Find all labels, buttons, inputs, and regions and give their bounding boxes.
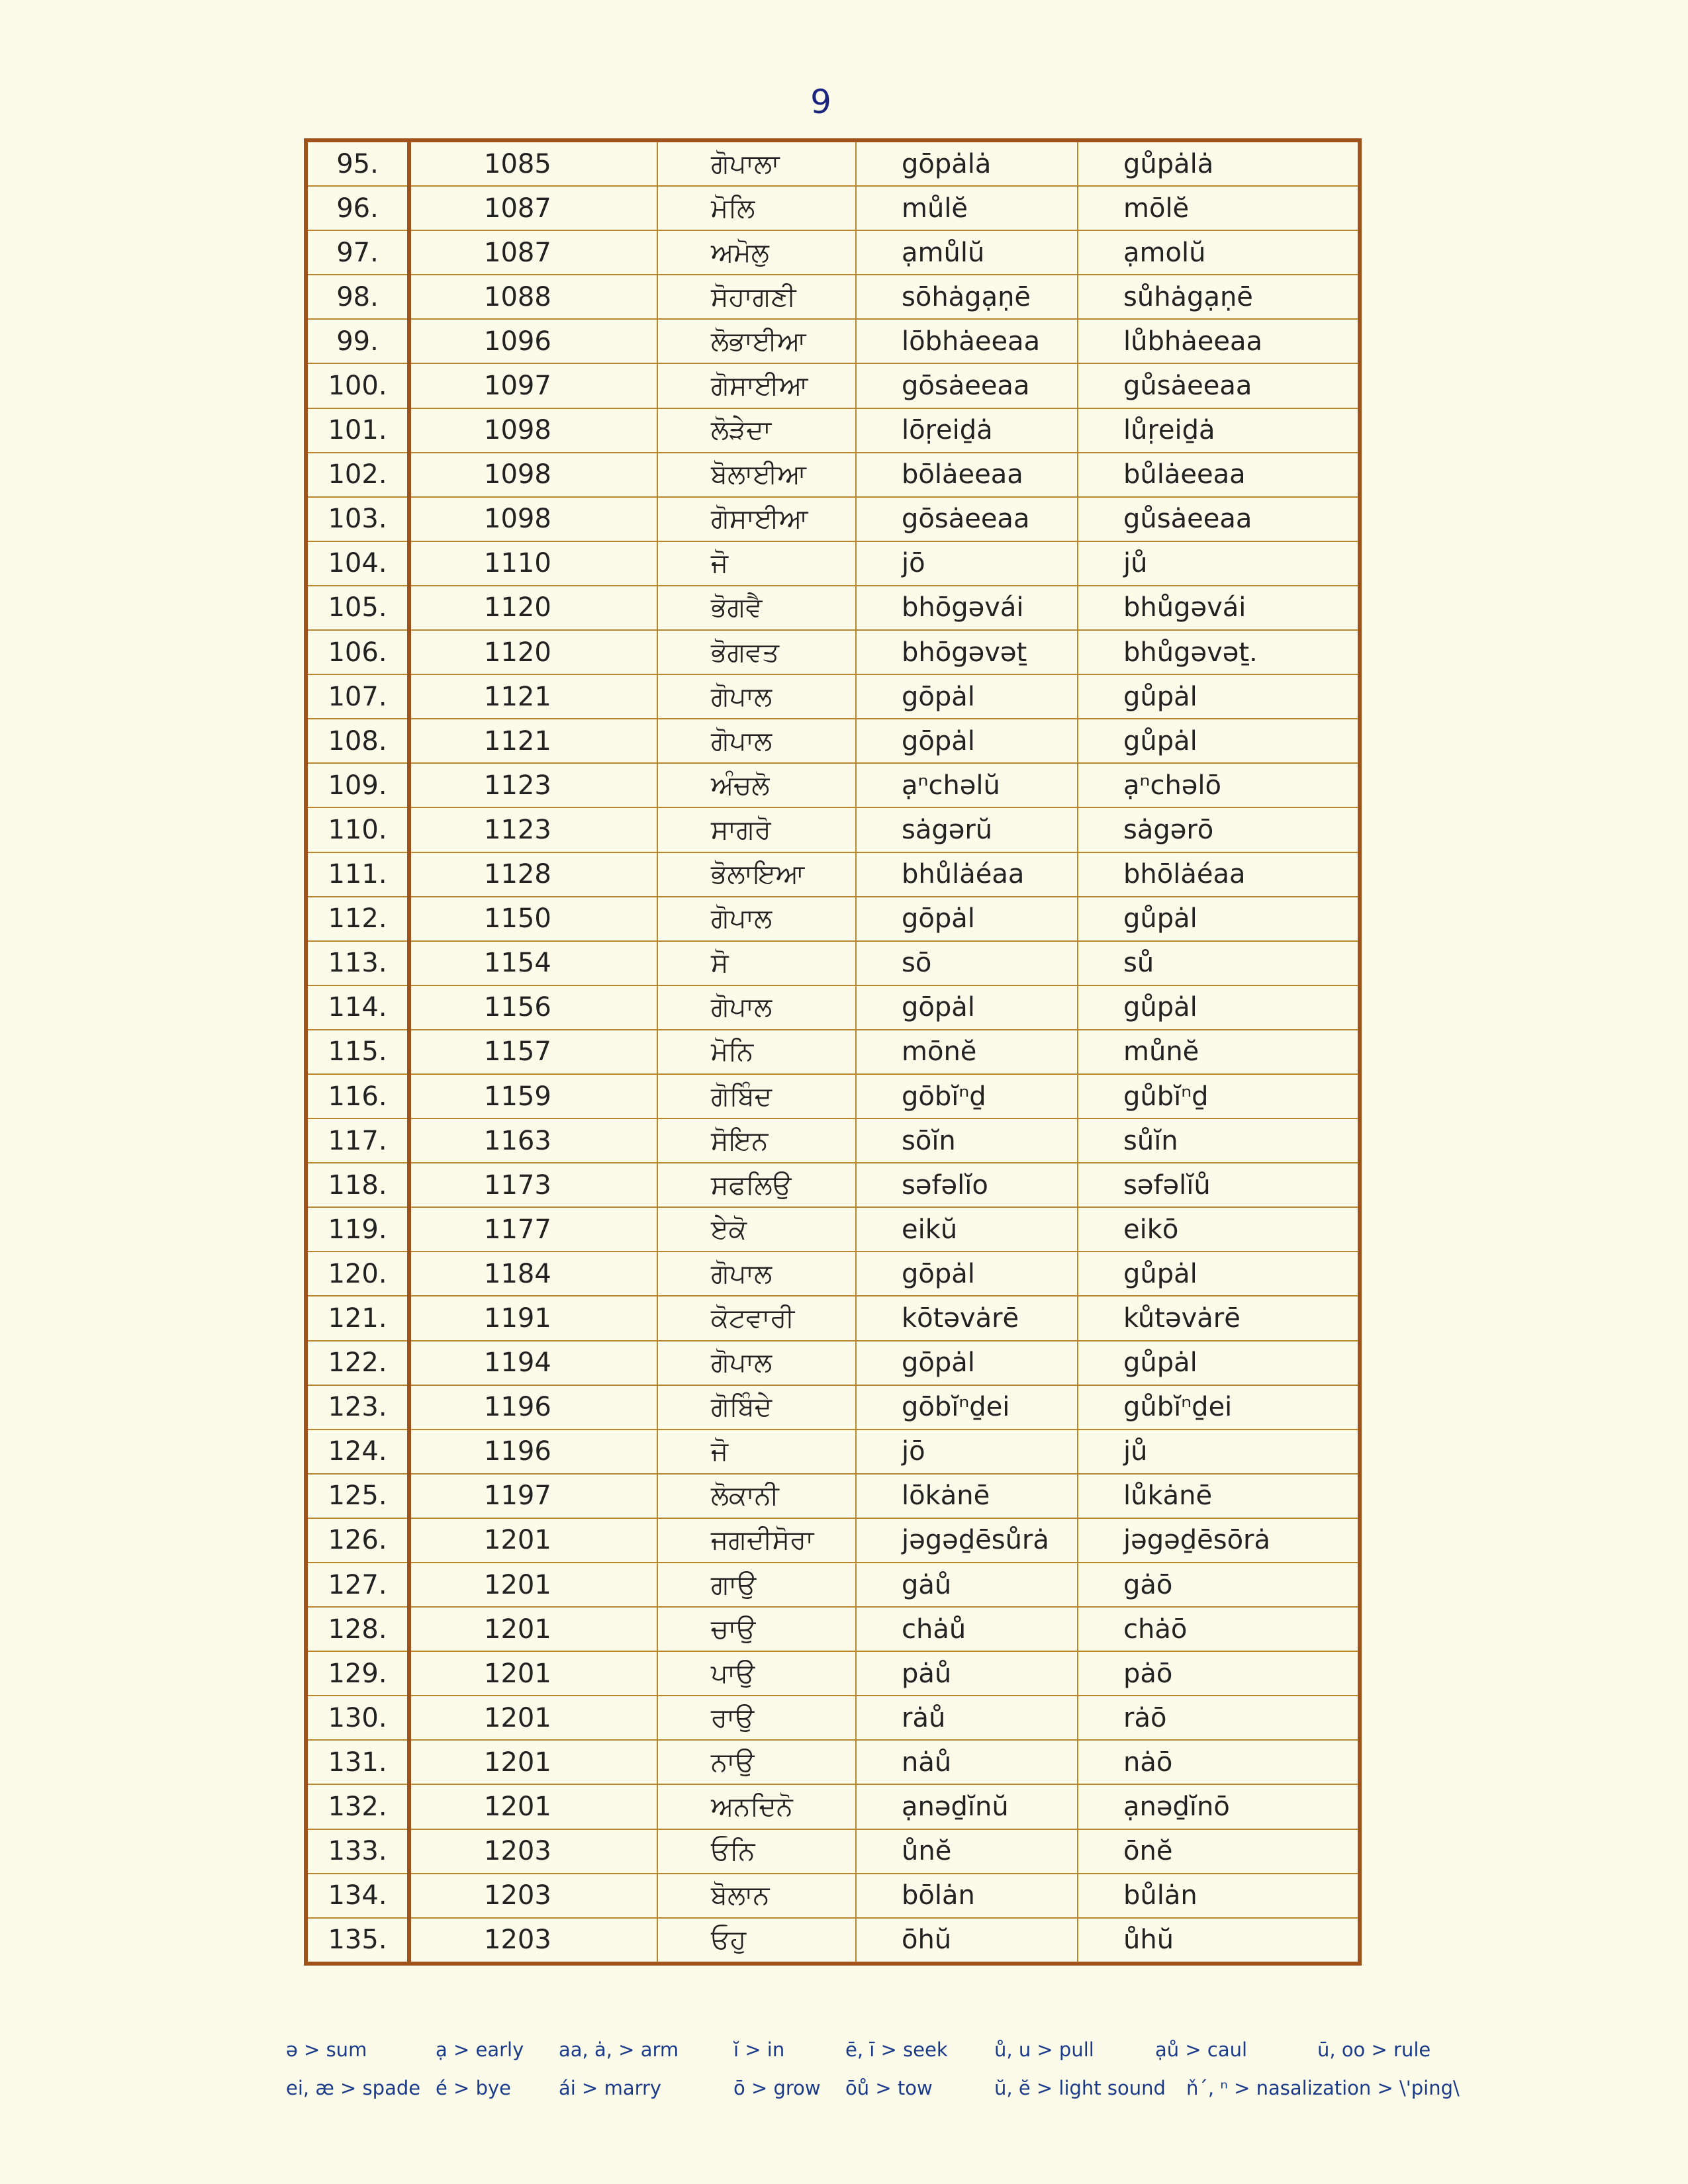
transliteration-2: lůkȧnē [1078,1474,1360,1518]
page-ref: 1201 [409,1563,657,1607]
legend-item: ē, ī > seek [845,2038,948,2061]
gurmukhi-word: ਨਾਉ [657,1740,856,1784]
gurmukhi-word: ਜੋ [657,1430,856,1474]
page-ref: 1128 [409,852,657,897]
gurmukhi-word: ਗੋਪਾਲਾ [657,140,856,186]
gurmukhi-word: ਬੋਲਾਨ [657,1874,856,1918]
legend-item: ạů > caul [1155,2038,1248,2061]
table-row [306,497,1360,541]
gurmukhi-word: ਗੋਬਿੰਦੇ [657,1385,856,1430]
gurmukhi-word: ਭੋਗਵਤ [657,630,856,674]
table-row [306,897,1360,941]
page-ref: 1110 [409,541,657,586]
row-number: 118. [306,1163,409,1207]
transliteration-2: pȧō [1078,1651,1360,1696]
gurmukhi-word: ਓਨਿ [657,1829,856,1874]
row-number: 129. [306,1651,409,1696]
transliteration-2: sů [1078,941,1360,985]
transliteration-2: gůpȧl [1078,719,1360,763]
row-number: 120. [306,1251,409,1296]
gurmukhi-word: ਸਫਲਿਉ [657,1163,856,1207]
page-ref: 1120 [409,586,657,630]
transliteration-2: gůpȧlȧ [1078,140,1360,186]
page-ref: 1098 [409,408,657,453]
row-number: 104. [306,541,409,586]
transliteration-1: ạnəḏĭnŭ [856,1784,1078,1829]
row-number: 102. [306,453,409,497]
row-number: 130. [306,1696,409,1740]
table-row [306,1563,1360,1607]
transliteration-2: sȧgərō [1078,807,1360,852]
transliteration-2: eikō [1078,1207,1360,1251]
row-number: 134. [306,1874,409,1918]
row-number: 101. [306,408,409,453]
transliteration-2: gůbĭⁿḏei [1078,1385,1360,1430]
page-number: 9 [810,83,831,121]
transliteration-1: jəgəḏēsůrȧ [856,1518,1078,1563]
transliteration-1: ạⁿchəlŭ [856,763,1078,807]
transliteration-1: jō [856,541,1078,586]
legend-item: ái > marry [559,2077,662,2099]
page-ref: 1088 [409,275,657,319]
table-row [306,807,1360,852]
gurmukhi-word: ਕੋਟਵਾਰੀ [657,1296,856,1340]
page-ref: 1087 [409,230,657,275]
row-number: 121. [306,1296,409,1340]
table-row [306,1607,1360,1651]
transliteration-2: gůpȧl [1078,985,1360,1030]
pronunciation-legend [286,2038,1464,2115]
transliteration-1: gōpȧl [856,719,1078,763]
table-row [306,275,1360,319]
table-row [306,1829,1360,1874]
legend-row-1 [286,2038,1464,2077]
row-number: 125. [306,1474,409,1518]
row-number: 132. [306,1784,409,1829]
row-number: 108. [306,719,409,763]
page-ref: 1121 [409,719,657,763]
table-row [306,363,1360,408]
transliteration-1: bōlȧeeaa [856,453,1078,497]
page-ref: 1098 [409,453,657,497]
transliteration-1: gōpȧl [856,674,1078,719]
gurmukhi-word: ਗੋਬਿੰਦ [657,1074,856,1118]
transliteration-1: sōĭn [856,1118,1078,1163]
transliteration-2: sůĭn [1078,1118,1360,1163]
table-row [306,719,1360,763]
transliteration-1: eikŭ [856,1207,1078,1251]
gurmukhi-word: ਪਾਉ [657,1651,856,1696]
transliteration-2: gůbĭⁿḏ [1078,1074,1360,1118]
page-ref: 1173 [409,1163,657,1207]
table-row [306,541,1360,586]
page-ref: 1159 [409,1074,657,1118]
transliteration-2: səfəlĭů [1078,1163,1360,1207]
transliteration-1: sōhȧgạṇē [856,275,1078,319]
table-row [306,852,1360,897]
transliteration-1: səfəlĭo [856,1163,1078,1207]
transliteration-2: ạmolŭ [1078,230,1360,275]
gurmukhi-word: ਏਕੋ [657,1207,856,1251]
transliteration-1: gōbĭⁿḏ [856,1074,1078,1118]
transliteration-1: bhůlȧéaa [856,852,1078,897]
table-row [306,1251,1360,1296]
gurmukhi-word: ਗੋਪਾਲ [657,674,856,719]
gurmukhi-word: ਗੋਪਾਲ [657,897,856,941]
transliteration-2: nȧō [1078,1740,1360,1784]
table-row [306,1696,1360,1740]
transliteration-2: bůlȧeeaa [1078,453,1360,497]
legend-item: ō > grow [733,2077,821,2099]
row-number: 135. [306,1918,409,1964]
table-row [306,1430,1360,1474]
row-number: 111. [306,852,409,897]
gurmukhi-word: ਸੋਹਾਗਣੀ [657,275,856,319]
transliteration-1: lōṛeiḏȧ [856,408,1078,453]
gurmukhi-word: ਮੋਲਿ [657,186,856,230]
table-row [306,1207,1360,1251]
table-row [306,408,1360,453]
table-row [306,1651,1360,1696]
transliteration-2: jů [1078,541,1360,586]
table-row [306,1740,1360,1784]
gurmukhi-word: ਗੋਪਾਲ [657,985,856,1030]
transliteration-1: rȧů [856,1696,1078,1740]
page-ref: 1201 [409,1784,657,1829]
transliteration-1: gōpȧl [856,985,1078,1030]
row-number: 115. [306,1030,409,1074]
transliteration-2: gůpȧl [1078,1341,1360,1385]
gurmukhi-word: ਸਾਗਰੋ [657,807,856,852]
table-row [306,1030,1360,1074]
transliteration-1: lōbhȧeeaa [856,319,1078,363]
row-number: 96. [306,186,409,230]
page-ref: 1194 [409,1341,657,1385]
gurmukhi-word: ਭੋਗਵੈ [657,586,856,630]
legend-row-2 [286,2077,1464,2115]
row-number: 100. [306,363,409,408]
transliteration-2: ōnĕ [1078,1829,1360,1874]
page-ref: 1203 [409,1874,657,1918]
table-row [306,453,1360,497]
row-number: 109. [306,763,409,807]
transliteration-1: gōpȧl [856,1251,1078,1296]
page-ref: 1201 [409,1607,657,1651]
transliteration-2: bhůgəvái [1078,586,1360,630]
gurmukhi-word: ਰਾਉ [657,1696,856,1740]
gurmukhi-word: ਓਹੁ [657,1918,856,1964]
transliteration-2: bhōlȧéaa [1078,852,1360,897]
table-row [306,1341,1360,1385]
gurmukhi-word: ਲੋਕਾਨੀ [657,1474,856,1518]
transliteration-1: gōpȧl [856,1341,1078,1385]
page-ref: 1157 [409,1030,657,1074]
transliteration-1: sȧgərŭ [856,807,1078,852]
row-number: 117. [306,1118,409,1163]
transliteration-1: můlĕ [856,186,1078,230]
transliteration-1: bhōgəvái [856,586,1078,630]
gurmukhi-word: ਬੋਲਾਈਆ [657,453,856,497]
page-ref: 1201 [409,1518,657,1563]
page-ref: 1201 [409,1651,657,1696]
transliteration-2: gůsȧeeaa [1078,363,1360,408]
row-number: 112. [306,897,409,941]
page-ref: 1184 [409,1251,657,1296]
transliteration-2: mōlĕ [1078,186,1360,230]
transliteration-1: lōkȧnē [856,1474,1078,1518]
page-ref: 1098 [409,497,657,541]
transliteration-2: gůsȧeeaa [1078,497,1360,541]
word-table [304,138,1362,1966]
legend-item: aa, ȧ, > arm [559,2038,679,2061]
legend-item: ū, oo > rule [1317,2038,1431,2061]
page-ref: 1201 [409,1740,657,1784]
gurmukhi-word: ਗੋਪਾਲ [657,1251,856,1296]
gurmukhi-word: ਲੋਭਾਈਆ [657,319,856,363]
transliteration-2: gȧō [1078,1563,1360,1607]
row-number: 97. [306,230,409,275]
transliteration-2: chȧō [1078,1607,1360,1651]
page-ref: 1196 [409,1385,657,1430]
page-ref: 1123 [409,763,657,807]
page-ref: 1085 [409,140,657,186]
transliteration-2: jů [1078,1430,1360,1474]
gurmukhi-word: ਗੋਪਾਲ [657,1341,856,1385]
gurmukhi-word: ਅਨਦਿਨੋ [657,1784,856,1829]
table-row [306,1385,1360,1430]
row-number: 103. [306,497,409,541]
legend-item: ŭ, ĕ > light sound [994,2077,1166,2099]
gurmukhi-word: ਅੰਚਲੋ [657,763,856,807]
row-number: 110. [306,807,409,852]
page-ref: 1154 [409,941,657,985]
page-ref: 1123 [409,807,657,852]
legend-item: é > bye [436,2077,511,2099]
row-number: 119. [306,1207,409,1251]
transliteration-1: mōnĕ [856,1030,1078,1074]
page-ref: 1197 [409,1474,657,1518]
transliteration-2: lůṛeiḏȧ [1078,408,1360,453]
page-ref: 1177 [409,1207,657,1251]
gurmukhi-word: ਗੋਸਾਈਆ [657,363,856,408]
gurmukhi-word: ਸੋਇਨ [657,1118,856,1163]
transliteration-1: gōpȧl [856,897,1078,941]
gurmukhi-word: ਚਾਉ [657,1607,856,1651]
table-row [306,1163,1360,1207]
page-ref: 1163 [409,1118,657,1163]
transliteration-1: nȧů [856,1740,1078,1784]
page-ref: 1203 [409,1829,657,1874]
transliteration-2: gůpȧl [1078,674,1360,719]
row-number: 123. [306,1385,409,1430]
legend-item: ů, u > pull [994,2038,1094,2061]
transliteration-1: gōpȧlȧ [856,140,1078,186]
page-ref: 1150 [409,897,657,941]
page-ref: 1097 [409,363,657,408]
table-row [306,1518,1360,1563]
row-number: 133. [306,1829,409,1874]
legend-item: ĭ > in [733,2038,785,2061]
table-row [306,586,1360,630]
transliteration-1: pȧů [856,1651,1078,1696]
row-number: 99. [306,319,409,363]
page-ref: 1087 [409,186,657,230]
table-row [306,1784,1360,1829]
legend-item: ə > sum [286,2038,367,2061]
page-ref: 1191 [409,1296,657,1340]
row-number: 126. [306,1518,409,1563]
page-ref: 1121 [409,674,657,719]
transliteration-1: gȧů [856,1563,1078,1607]
transliteration-1: gōsȧeeaa [856,497,1078,541]
table-row [306,941,1360,985]
row-number: 116. [306,1074,409,1118]
transliteration-1: ůnĕ [856,1829,1078,1874]
transliteration-2: gůpȧl [1078,1251,1360,1296]
page-ref: 1156 [409,985,657,1030]
row-number: 113. [306,941,409,985]
table-row [306,1918,1360,1964]
table-row [306,1074,1360,1118]
word-table-body [306,140,1360,1964]
transliteration-2: ạⁿchəlō [1078,763,1360,807]
table-row [306,1474,1360,1518]
legend-item: ạ > early [436,2038,524,2061]
gurmukhi-word: ਭੋਲਾਇਆ [657,852,856,897]
gurmukhi-word: ਜਗਦੀਸੋਰਾ [657,1518,856,1563]
transliteration-2: ůhŭ [1078,1918,1360,1964]
row-number: 107. [306,674,409,719]
legend-item: ei, æ > spade [286,2077,421,2099]
row-number: 128. [306,1607,409,1651]
row-number: 124. [306,1430,409,1474]
row-number: 122. [306,1341,409,1385]
page-ref: 1196 [409,1430,657,1474]
table-row [306,674,1360,719]
table-row [306,186,1360,230]
transliteration-2: kůtəvȧrē [1078,1296,1360,1340]
table-row [306,1874,1360,1918]
transliteration-2: bhůgəvəṯ. [1078,630,1360,674]
page-ref: 1096 [409,319,657,363]
transliteration-1: gōsȧeeaa [856,363,1078,408]
table-row [306,630,1360,674]
page-ref: 1203 [409,1918,657,1964]
row-number: 98. [306,275,409,319]
table-row [306,763,1360,807]
page-ref: 1120 [409,630,657,674]
transliteration-2: gůpȧl [1078,897,1360,941]
row-number: 114. [306,985,409,1030]
legend-item: ōů > tow [845,2077,933,2099]
legend-item: ňˊ, ⁿ > nasalization > \'ping\ [1186,2077,1460,2099]
table-row [306,1296,1360,1340]
transliteration-1: chȧů [856,1607,1078,1651]
gurmukhi-word: ਸੋ [657,941,856,985]
table-row [306,230,1360,275]
gurmukhi-word: ਲੋੜੇਦਾ [657,408,856,453]
gurmukhi-word: ਅਮੋਲੁ [657,230,856,275]
transliteration-1: ạmůlŭ [856,230,1078,275]
table-row [306,140,1360,186]
gurmukhi-word: ਜੋ [657,541,856,586]
transliteration-2: můnĕ [1078,1030,1360,1074]
transliteration-2: rȧō [1078,1696,1360,1740]
gurmukhi-word: ਗੋਪਾਲ [657,719,856,763]
table-row [306,319,1360,363]
table-row [306,1118,1360,1163]
transliteration-2: lůbhȧeeaa [1078,319,1360,363]
transliteration-1: jō [856,1430,1078,1474]
gurmukhi-word: ਗਾਉ [657,1563,856,1607]
row-number: 105. [306,586,409,630]
row-number: 131. [306,1740,409,1784]
transliteration-2: jəgəḏēsōrȧ [1078,1518,1360,1563]
transliteration-1: gōbĭⁿḏei [856,1385,1078,1430]
gurmukhi-word: ਮੋਨਿ [657,1030,856,1074]
transliteration-1: bhōgəvəṯ [856,630,1078,674]
transliteration-1: bōlȧn [856,1874,1078,1918]
gurmukhi-word: ਗੋਸਾਈਆ [657,497,856,541]
row-number: 106. [306,630,409,674]
transliteration-1: kōtəvȧrē [856,1296,1078,1340]
transliteration-1: ōhŭ [856,1918,1078,1964]
page-ref: 1201 [409,1696,657,1740]
table-row [306,985,1360,1030]
transliteration-2: ạnəḏĭnō [1078,1784,1360,1829]
transliteration-1: sō [856,941,1078,985]
row-number: 95. [306,140,409,186]
transliteration-2: sůhȧgạṇē [1078,275,1360,319]
transliteration-2: bůlȧn [1078,1874,1360,1918]
row-number: 127. [306,1563,409,1607]
